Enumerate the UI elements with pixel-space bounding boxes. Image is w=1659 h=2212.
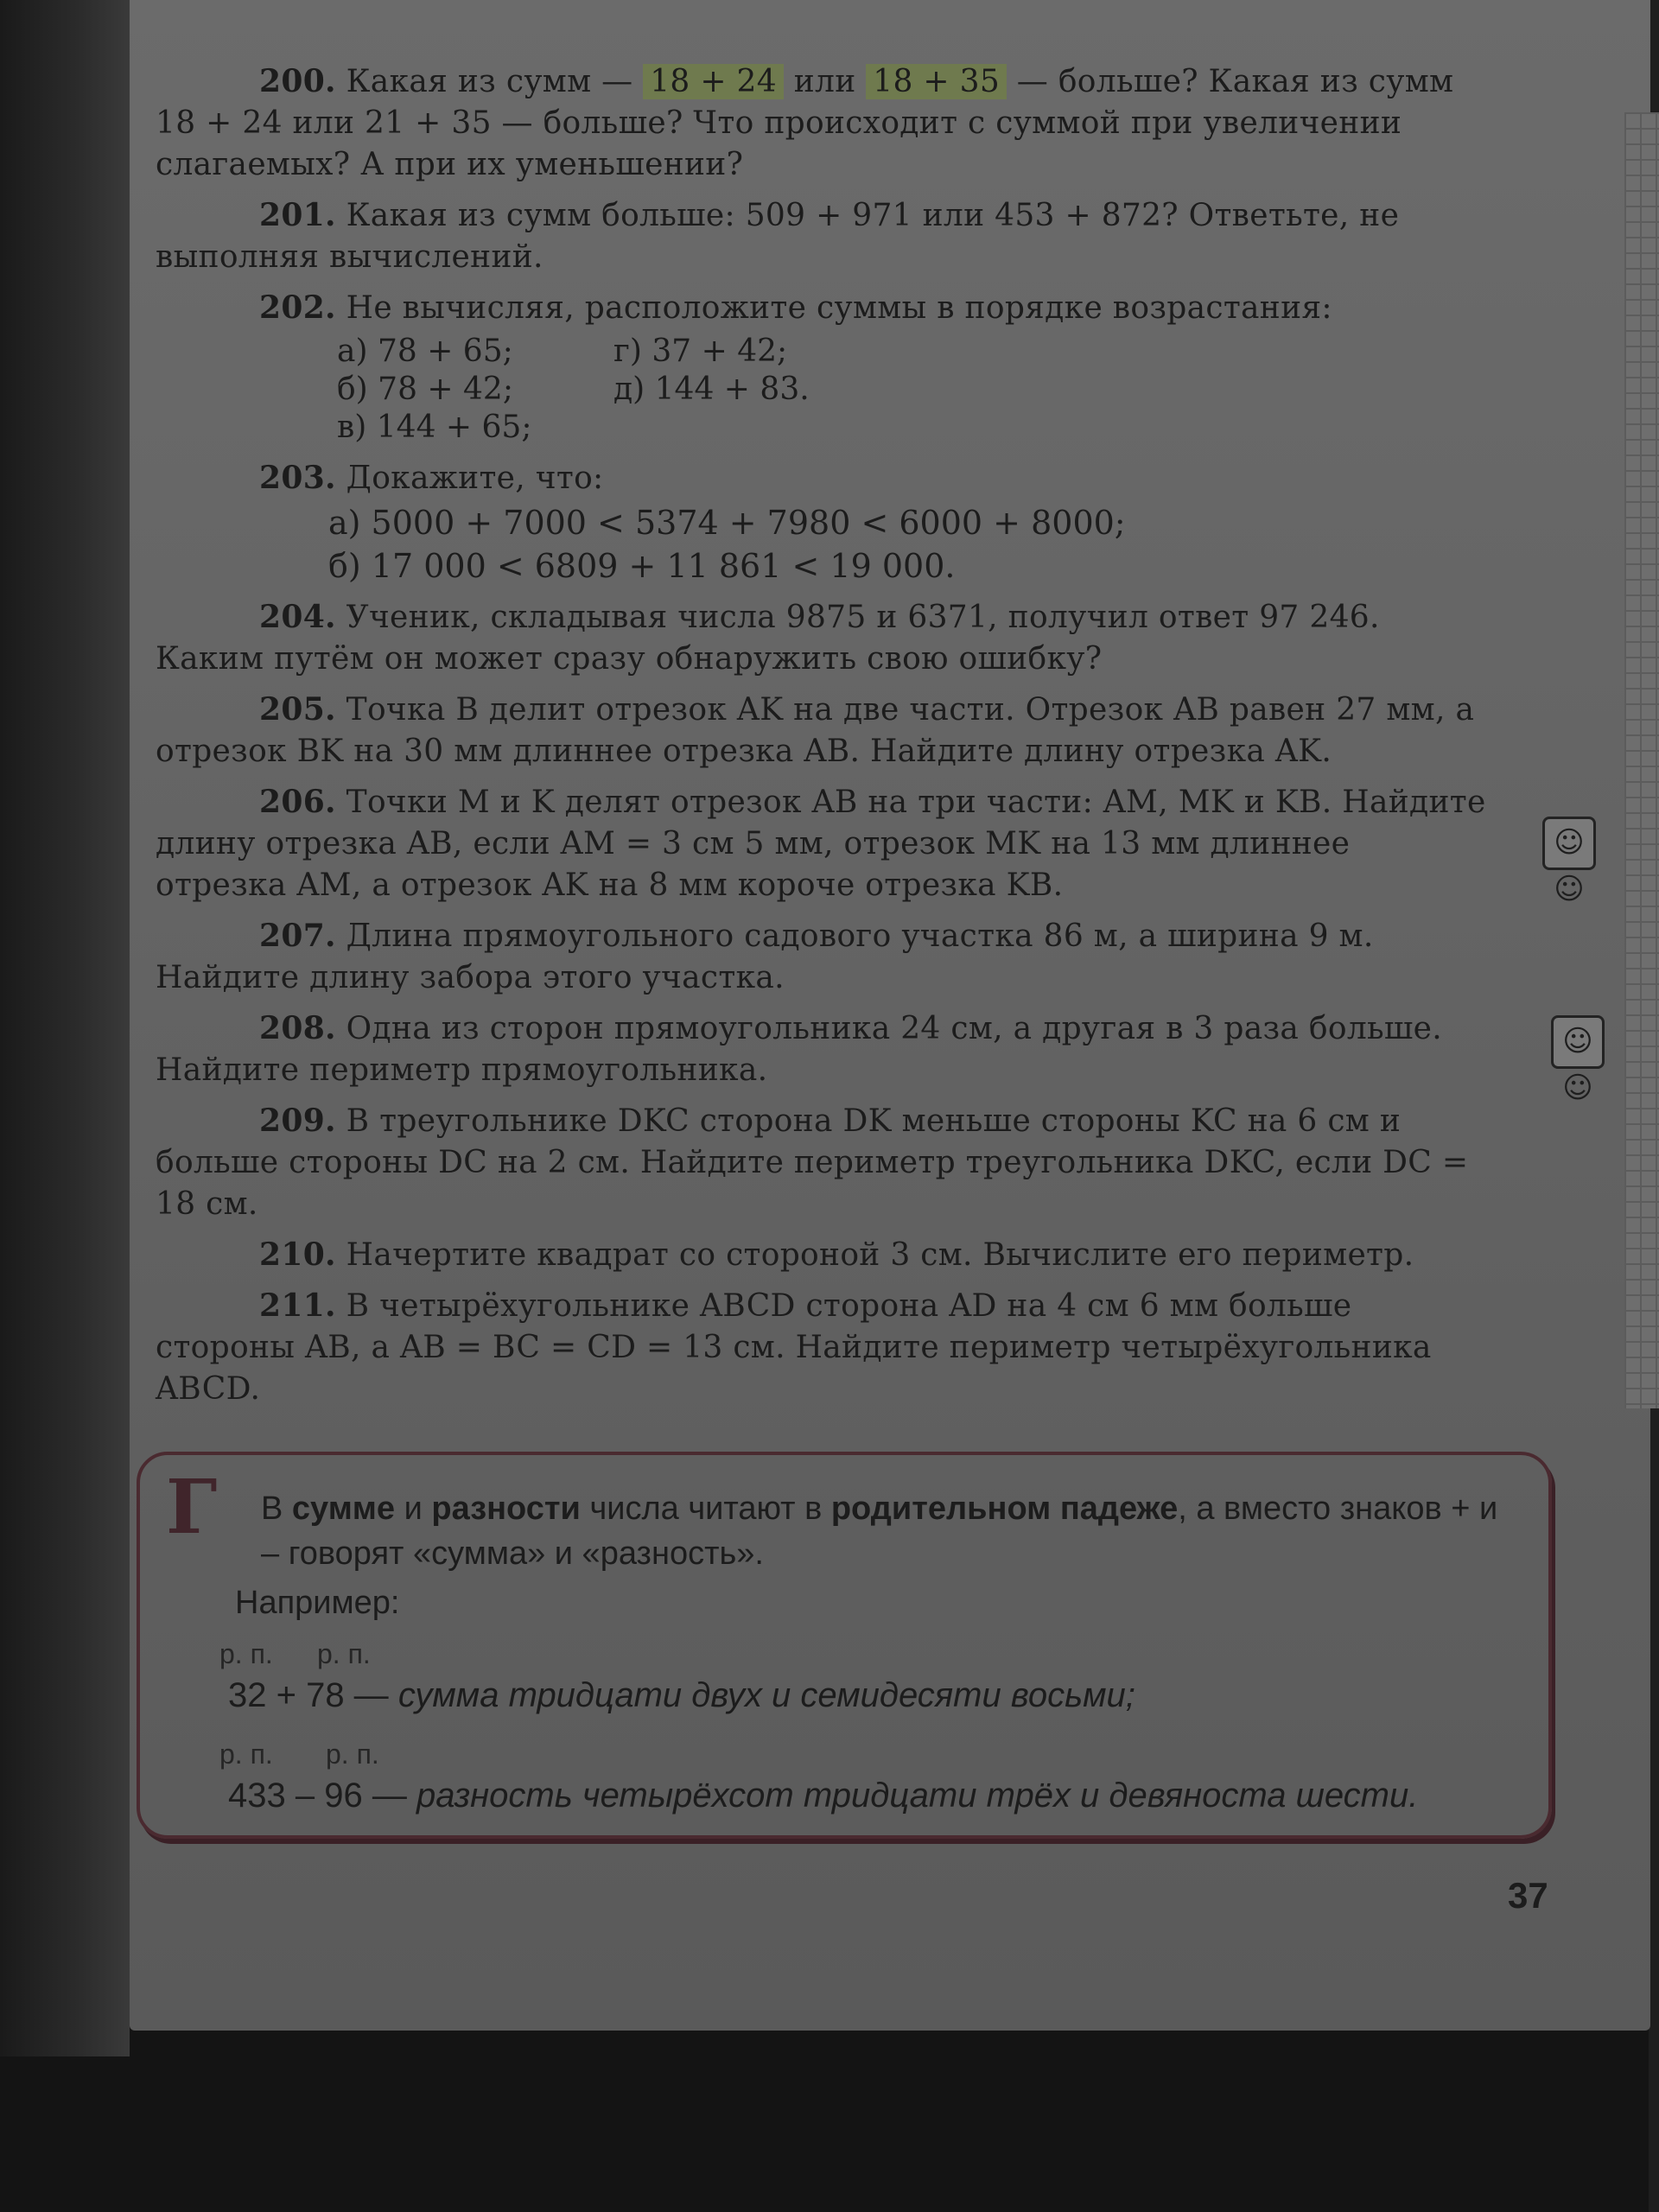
inequality-line: а) 5000 + 7000 < 5374 + 7980 < 6000 + 8000;: [328, 504, 1126, 542]
inequality-line: б) 17 000 < 6809 + 11 861 < 19 000.: [328, 547, 956, 585]
exercise-204: [156, 596, 1486, 680]
rule-marker-icon: Г: [166, 1464, 218, 1551]
case-mark: р. п.: [317, 1638, 371, 1669]
rule-bold-term: сумме: [291, 1491, 396, 1527]
exercise-203: [156, 457, 1486, 499]
exercise-number: 202.: [259, 289, 336, 326]
exercise-text: Какая из сумм больше: 509 + 971 или 453 + 872? Ответьте, не выполняя вычислений.: [156, 198, 1400, 275]
case-mark: р. п.: [219, 1738, 273, 1770]
rule-text: [175, 1486, 1522, 1576]
exercise-text: — больше? Какая из сумм 18 + 24 или 21 + 35 — больше? Что происходит с суммой при увеличении слагаемых? А при их уменьшении?: [156, 64, 1454, 182]
rule-bold-term: разности: [431, 1491, 581, 1527]
side-grid-strip: [1624, 112, 1659, 1408]
exercise-text: Начертите квадрат со стороной 3 см. Вычислите его периметр.: [346, 1237, 1414, 1273]
exercise-text: В треугольнике DKC сторона DK меньше стороны KC на 6 см и больше стороны DC на 2 см. Найдите периметр треугольника DKC, если DC = 18 см.: [156, 1103, 1469, 1222]
exercise-number: 209.: [259, 1103, 336, 1139]
exercise-number: 208.: [259, 1010, 336, 1046]
rule-fragment: , а вместо знаков + и – говорят «сумма» и «разность».: [261, 1491, 1498, 1572]
page-number: 37: [1508, 1875, 1548, 1916]
option-item: в) 144 + 65;: [337, 410, 532, 445]
exercise-206: [156, 781, 1486, 906]
case-mark: р. п.: [326, 1738, 379, 1770]
exercise-text: или: [793, 64, 856, 99]
option-item: д) 144 + 83.: [613, 372, 810, 407]
exercise-list: [156, 60, 1486, 1419]
exercise-202: [156, 287, 1486, 329]
exercise-number: 203.: [259, 460, 336, 496]
exercise-text: Какая из сумм —: [346, 64, 633, 99]
exercise-text: Ученик, складывая числа 9875 и 6371, получил ответ 97 246. Каким путём он может сразу обнаружить свою ошибку?: [156, 600, 1380, 677]
example-line-1: [228, 1676, 1135, 1715]
exercise-209: [156, 1100, 1486, 1225]
exercise-210: [156, 1234, 1486, 1276]
exercise-text: В четырёхугольнике ABCD сторона AD на 4 см 6 мм больше стороны AB, а AB = BC = CD = 13 см. Найдите периметр четырёхугольника ABCD.: [156, 1288, 1432, 1407]
rule-fragment: и: [404, 1491, 423, 1527]
exercise-text: Докажите, что:: [346, 461, 604, 496]
example-expression: 32 + 78 —: [228, 1676, 389, 1714]
exercise-number: 204.: [259, 599, 336, 635]
case-mark: р. п.: [219, 1638, 273, 1669]
rule-fragment: В: [261, 1491, 283, 1527]
rule-bold-term: родительном падеже: [830, 1491, 1179, 1527]
highlighted-sum: 18 + 35: [866, 64, 1007, 99]
example-label: Например:: [235, 1585, 400, 1621]
example-expression: 433 – 96 —: [228, 1777, 407, 1815]
grammar-rule-box: [137, 1452, 1552, 1839]
rule-fragment: числа читают в: [589, 1491, 823, 1527]
example-line-2: [228, 1777, 1418, 1815]
exercise-205: [156, 689, 1486, 772]
exercise-text: Точки M и K делят отрезок AB на три части: AM, MK и KB. Найдите длину отрезка AB, если AM = 3 см 5 мм, отрезок MK на 13 мм длиннее отрезка AM, а отрезок AK на 8 мм короче отрезка KB.: [156, 785, 1486, 903]
option-item: [613, 409, 959, 447]
exercise-200: [156, 60, 1486, 186]
exercise-text: Одна из сторон прямоугольника 24 см, а другая в 3 раза больше. Найдите периметр прямоугольника.: [156, 1011, 1443, 1088]
exercise-text: Длина прямоугольного садового участка 86 м, а ширина 9 м. Найдите длину забора этого участка.: [156, 918, 1374, 995]
exercise-text: Точка B делит отрезок AK на две части. Отрезок AB равен 27 мм, а отрезок BK на 30 мм длиннее отрезка AB. Найдите длину отрезка AK.: [156, 692, 1475, 769]
exercise-202-options: [337, 333, 1486, 447]
exercise-201: [156, 194, 1486, 278]
exercise-number: 210.: [259, 1236, 336, 1273]
exercise-211: [156, 1285, 1486, 1410]
exercise-number: 206.: [259, 784, 336, 820]
exercise-number: 200.: [259, 63, 336, 99]
exercise-number: 211.: [259, 1287, 336, 1324]
example-reading: разность четырёхсот тридцати трёх и девяноста шести.: [416, 1777, 1419, 1815]
book-spine: [0, 0, 130, 2056]
exercise-208: [156, 1007, 1486, 1091]
example-reading: сумма тридцати двух и семидесяти восьми;: [397, 1676, 1135, 1714]
exercise-text: Не вычисляя, расположите суммы в порядке возрастания:: [346, 290, 1332, 326]
option-item: г) 37 + 42;: [613, 334, 788, 369]
exercise-207: [156, 915, 1486, 999]
exercise-number: 201.: [259, 197, 336, 233]
option-item: б) 78 + 42;: [337, 372, 513, 407]
option-item: а) 78 + 65;: [337, 334, 513, 369]
highlighted-sum: 18 + 24: [643, 64, 784, 99]
pair-work-icon: ☺☺: [1551, 1015, 1605, 1069]
exercise-number: 205.: [259, 691, 336, 728]
exercise-number: 207.: [259, 918, 336, 954]
exercise-203-lines: [328, 501, 1486, 588]
pair-work-icon: ☺☺: [1542, 817, 1596, 870]
